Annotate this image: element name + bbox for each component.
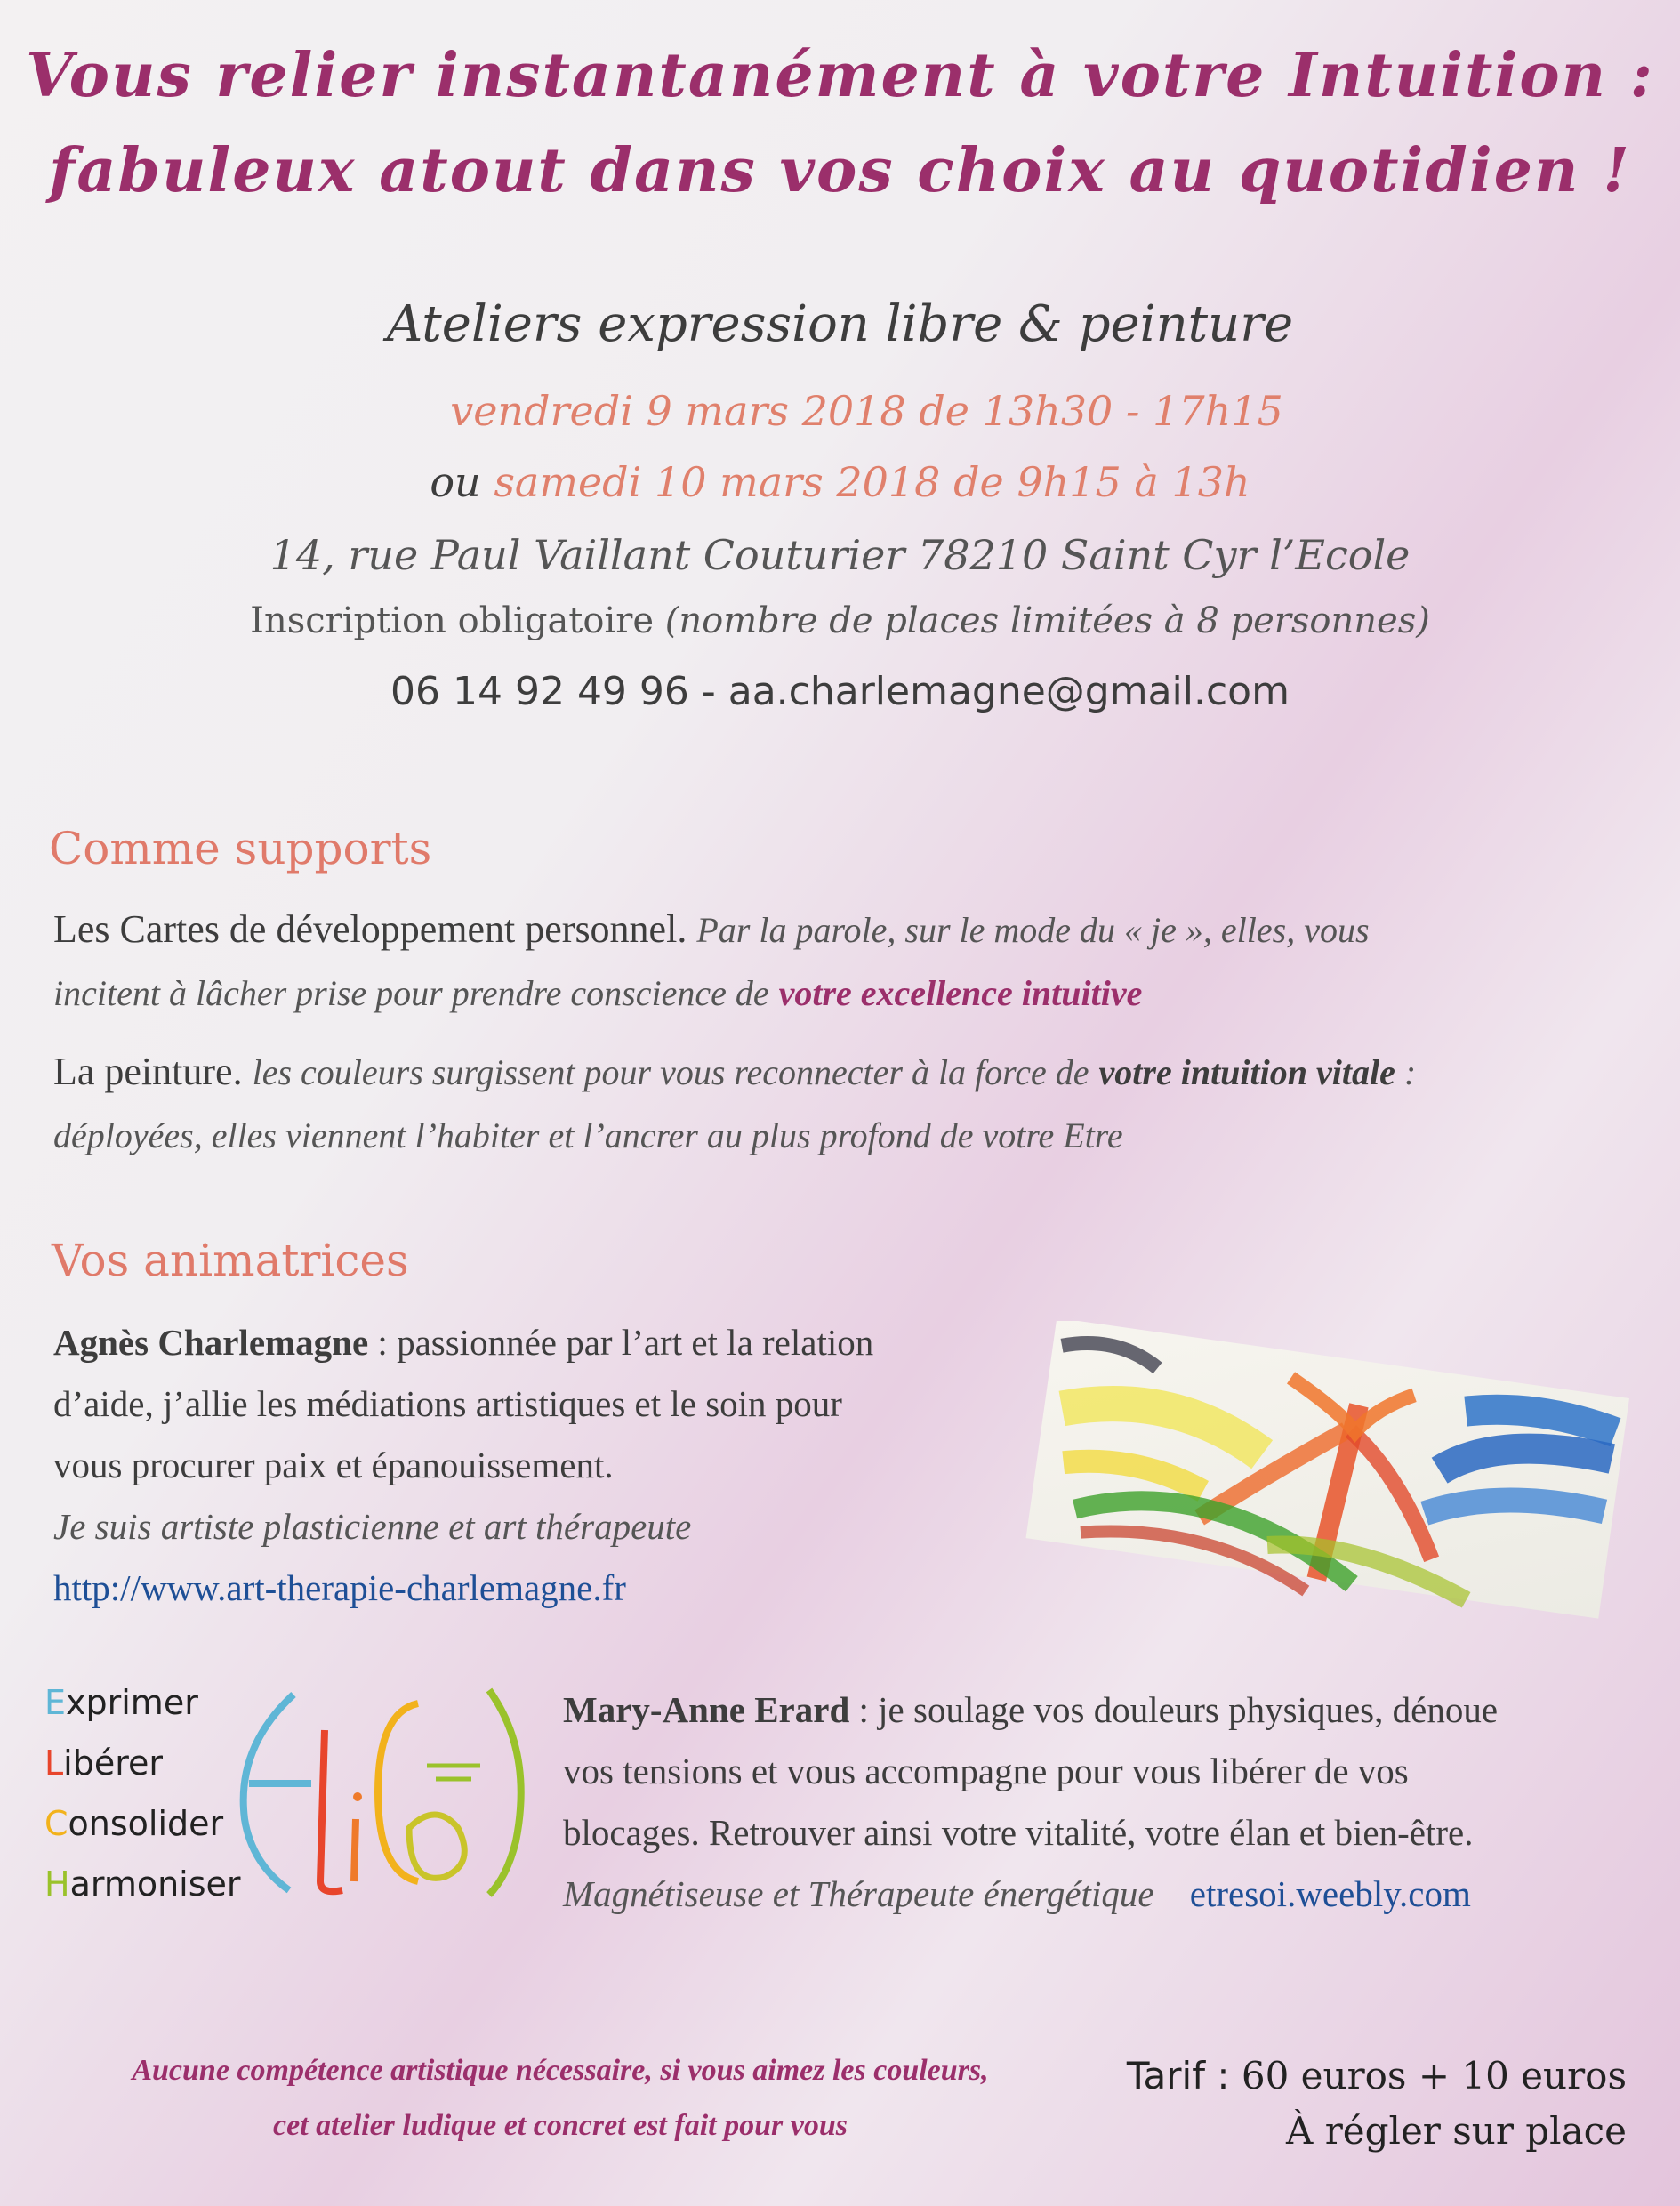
logo-word-exprimer: Exprimer xyxy=(44,1683,198,1722)
mary-anne-website-link[interactable]: etresoi.weebly.com xyxy=(1189,1873,1471,1914)
painting-highlight: votre intuition vitale xyxy=(1098,1052,1395,1092)
supports-heading: Comme supports xyxy=(49,823,432,874)
agnes-line-2: d’aide, j’allie les médiations artistiques et le soin pour xyxy=(53,1383,842,1424)
agnes-bio xyxy=(53,1312,1032,1619)
mary-anne-bio xyxy=(563,1679,1657,1925)
animatrices-heading: Vos animatrices xyxy=(52,1235,409,1286)
painting-lead: La peinture. xyxy=(53,1050,243,1093)
supports-paragraph-2 xyxy=(53,1041,1645,1167)
footer-note xyxy=(36,2043,1085,2154)
mary-anne-line-3: blocages. Retrouver ainsi votre vitalité, votre élan et bien-être. xyxy=(563,1812,1474,1853)
event-date-2 xyxy=(0,458,1680,506)
tarif-value: 60 euros + 10 euros xyxy=(1229,2054,1627,2097)
date-2-text: samedi 10 mars 2018 de 9h15 à 13h xyxy=(494,458,1250,506)
tarif-box xyxy=(1127,2049,1627,2159)
cards-highlight: votre excellence intuitive xyxy=(778,973,1143,1013)
painting-colon: : xyxy=(1395,1052,1417,1092)
event-date-1: vendredi 9 mars 2018 de 13h30 - 17h15 xyxy=(450,387,1283,435)
date-prefix: ou xyxy=(430,458,481,506)
supports-paragraph-1 xyxy=(53,898,1645,1025)
tarif-label: Tarif : xyxy=(1126,2054,1230,2097)
tarif-line-2: À régler sur place xyxy=(1286,2109,1627,2153)
painting-image xyxy=(1009,1321,1636,1650)
inscription-note: (nombre de places limitées à 8 personnes) xyxy=(664,600,1430,641)
painting-desc-2: déployées, elles viennent l’habiter et l’ancrer au plus profond de votre Etre xyxy=(53,1115,1123,1155)
logo-word-liberer: Libérer xyxy=(44,1743,164,1783)
logo-word-harmoniser: Harmoniser xyxy=(44,1864,241,1904)
agnes-name: Agnès Charlemagne xyxy=(53,1322,369,1363)
cards-desc-2: incitent à lâcher prise pour prendre conscience de xyxy=(53,973,769,1013)
inscription-label: Inscription obligatoire xyxy=(250,600,655,641)
mary-anne-role: Magnétiseuse et Thérapeute énergétique xyxy=(563,1873,1154,1914)
page-title-line1: Vous relier instantanément à votre Intuition : xyxy=(26,40,1654,111)
logo-word-consolider: Consolider xyxy=(44,1804,224,1843)
event-address: 14, rue Paul Vaillant Couturier 78210 Saint Cyr l’Ecole xyxy=(269,531,1411,579)
footer-note-line-2: cet atelier ludique et concret est fait pour vous xyxy=(273,2109,848,2142)
footer-note-line-1: Aucune compétence artistique nécessaire, si vous aimez les couleurs, xyxy=(132,2054,989,2087)
agnes-role: Je suis artiste plasticienne et art thérapeute xyxy=(53,1506,692,1547)
cards-lead: Les Cartes de développement personnel. xyxy=(53,907,687,951)
page-title-line2: fabuleux atout dans vos choix au quotidien ! xyxy=(49,135,1631,206)
painting-desc-1: les couleurs surgissent pour vous reconnecter à la force de xyxy=(252,1052,1089,1092)
agnes-website-link[interactable]: http://www.art-therapie-charlemagne.fr xyxy=(53,1567,626,1608)
contact-info: 06 14 92 49 96 - aa.charlemagne@gmail.com xyxy=(390,669,1290,714)
elicoh-words xyxy=(44,1672,241,1914)
mary-anne-line-2: vos tensions et vous accompagne pour vous libérer de vos xyxy=(563,1751,1409,1791)
elicoh-logo-mark xyxy=(231,1677,543,1917)
agnes-line-3: vous procurer paix et épanouissement. xyxy=(53,1445,614,1485)
mary-anne-line-1: : je soulage vos douleurs physiques, dénoue xyxy=(849,1689,1499,1730)
tarif-line-1 xyxy=(1127,2049,1627,2104)
agnes-line-1: : passionnée par l’art et la relation xyxy=(368,1322,874,1363)
workshop-subtitle: Ateliers expression libre & peinture xyxy=(386,295,1294,353)
mary-anne-name: Mary-Anne Erard xyxy=(563,1689,850,1730)
inscription-line xyxy=(0,600,1680,641)
cards-desc-1: Par la parole, sur le mode du « je », elles, vous xyxy=(696,910,1370,950)
